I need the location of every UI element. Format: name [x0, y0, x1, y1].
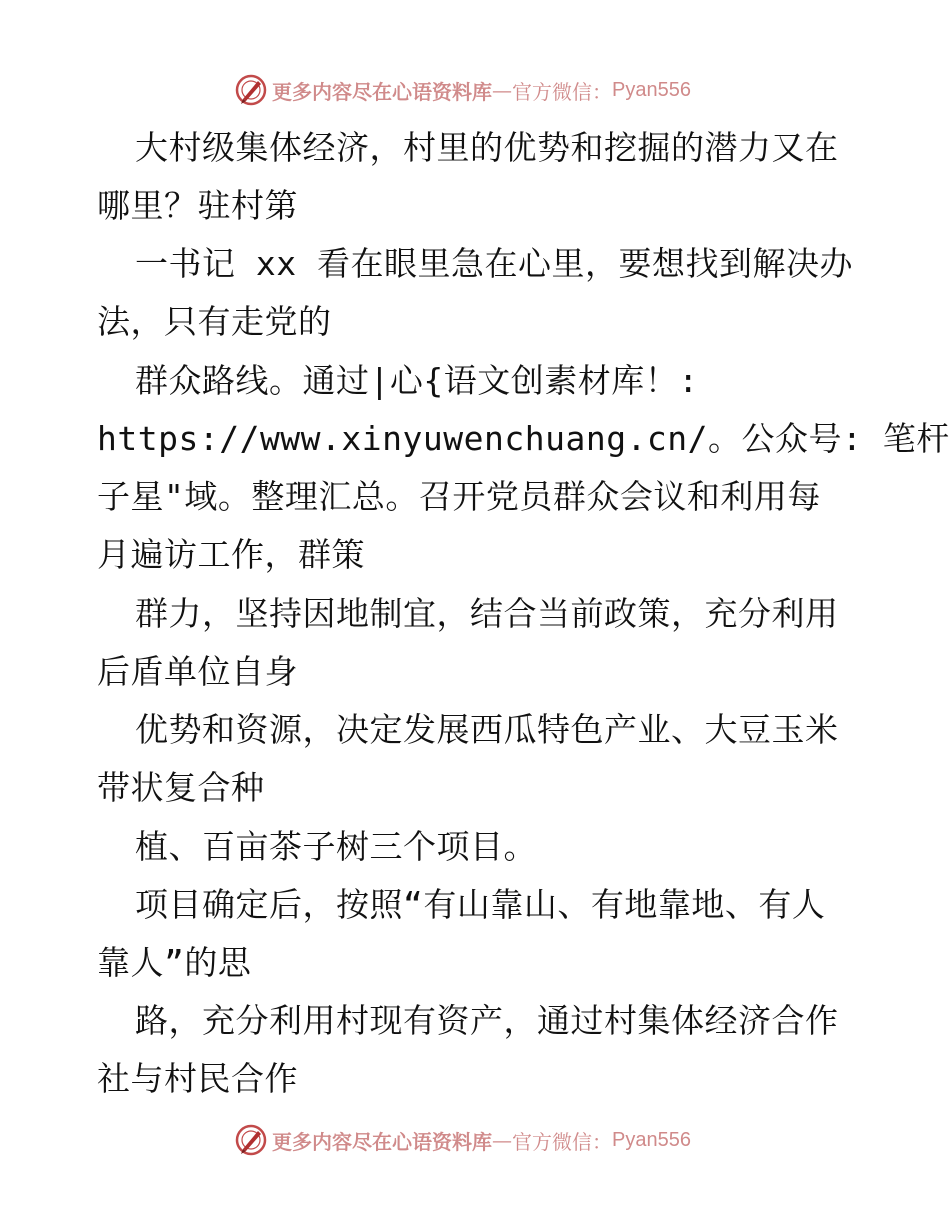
body-line: 一书记 xx 看在眼里急在心里，要想找到解决办: [135, 244, 853, 283]
body-line: 子星"域。整理汇总。召开党员群众会议和利用每: [97, 477, 821, 516]
quill-pen-logo-icon: [234, 73, 268, 107]
body-line: 带状复合种: [97, 768, 265, 807]
body-line: 社与村民合作: [97, 1059, 298, 1098]
body-line: 群力，坚持因地制宜，结合当前政策，充分利用: [135, 594, 839, 633]
watermark-wechat-id: Pyan556: [612, 78, 691, 101]
watermark-site-text: 更多内容尽在心语资料库: [272, 1129, 492, 1154]
header-watermark: [0, 70, 950, 110]
quill-pen-logo-icon: [234, 1123, 268, 1157]
watermark-wechat-label: 官方微信：: [512, 79, 612, 104]
body-line: 植、百亩茶子树三个项目。: [135, 827, 537, 866]
body-line: 优势和资源，决定发展西瓜特色产业、大豆玉米: [135, 710, 839, 749]
body-line: 项目确定后，按照“有山靠山、有地靠地、有人: [135, 885, 826, 924]
body-line: 路，充分利用村现有资产，通过村集体经济合作: [135, 1001, 839, 1040]
body-line: 靠人”的思: [97, 943, 252, 982]
body-line: 月遍访工作，群策: [97, 535, 365, 574]
body-line: 大村级集体经济，村里的优势和挖掘的潜力又在: [135, 128, 839, 167]
watermark-separator: —: [492, 78, 512, 102]
watermark-row: [234, 1122, 691, 1158]
body-line: 法，只有走党的: [97, 302, 332, 341]
watermark-wechat-label: 官方微信：: [512, 1129, 612, 1154]
watermark-separator: —: [492, 1128, 512, 1152]
body-line: 哪里？驻村第: [97, 186, 298, 225]
body-line: https://www.xinyuwenchuang.cn/。公众号: 笔杆: [97, 419, 950, 458]
watermark-wechat-id: Pyan556: [612, 1128, 691, 1151]
footer-watermark: [0, 1120, 950, 1160]
watermark-site-text: 更多内容尽在心语资料库: [272, 79, 492, 104]
body-line: 群众路线。通过|心{语文创素材库！:: [135, 361, 699, 400]
body-line: 后盾单位自身: [97, 652, 298, 691]
watermark-row: [234, 72, 691, 108]
